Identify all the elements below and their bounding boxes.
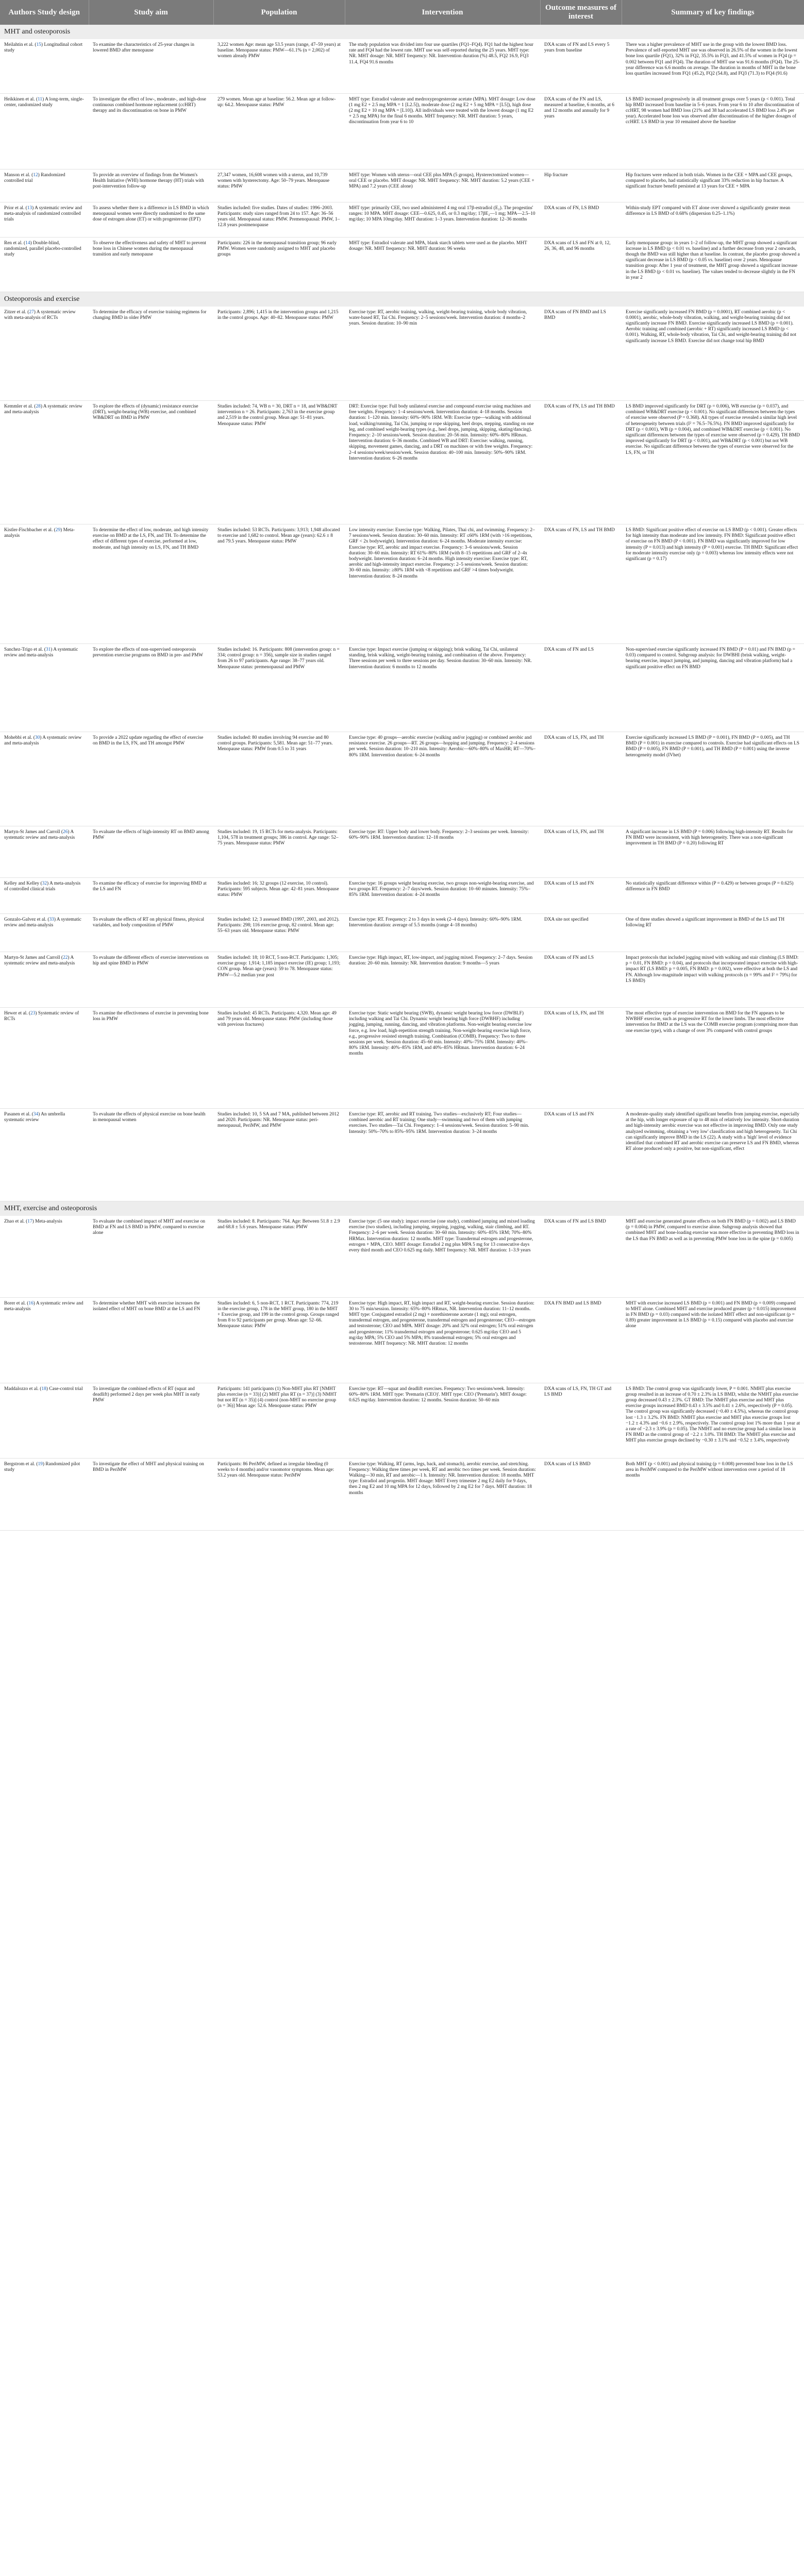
header-outcome: Outcome measures of interest [540, 0, 622, 25]
cell-author [0, 524, 89, 644]
cell-intervention: Exercise type: RT. Frequency: 2 to 3 days in week (2–4 days). Intensity: 60%–90% 1RM. Intervention duration: average of 5.5 months (range 4–18 months) [345, 914, 540, 952]
cell-population: Studies included: 18; 10 RCT, 5 non-RCT. Participants: 1,305; exercise group: 1,914; 1,185 impact exercise (IE) group; 1,193; CON group. Mean age (years): 59 to 78. Menopause status: PMW—5.2 median year post [213, 952, 345, 1008]
cell-findings: One of three studies showed a significant improvement in BMD of the LS and TH following RT [622, 914, 804, 952]
table-row [0, 524, 804, 644]
author-name: Kelley and Kelley ( [4, 881, 42, 886]
study-design: ) A systematic review and meta-analysis [4, 647, 78, 658]
cell-author [0, 826, 89, 878]
study-design: ) Meta-analysis [4, 528, 75, 539]
cell-population: Studies included: five studies. Dates of studies: 1996–2003. Participants: study sizes ranged from 24 to 157. Age: 36–56 years old. Menopausal status: PMW. Premenopausal: PMW, 1–12.8 years postmenopause [213, 202, 345, 237]
author-name: Meilahtin et al. ( [4, 42, 37, 47]
cell-findings: Hip fractures were reduced in both trials. Women in the CEE + MPA and CEE groups, compared to placebo, had statistically significant 33% reduction in hip fracture. A significant fracture benefit persisted at 13 years for CEE + MPA [622, 169, 804, 202]
cell-aim: To explore the effects of (dynamic) resistance exercise (DRT), weight-bearing (WB) exercise, and combined WB&DRT on BMD in PMW [89, 401, 213, 524]
cell-aim: To determine whether MHT with exercise increases the isolated effect of MHT on bone BMD at the LS and FN [89, 1297, 213, 1383]
author-name: Sanchez-Trigo et al. ( [4, 647, 46, 652]
cell-outcome: DXA scans of FN BMD and LS BMD [540, 307, 622, 401]
reference-link[interactable]: 33 [49, 917, 54, 922]
cell-population: Studies included: 74, WB n = 30, DRT n = 18, and WB&DRT intervention n = 26. Participants: 2,763 in the exercise group and 2,519 in the control group. Mean age: 51–81 years. Menopause status: PMW [213, 401, 345, 524]
author-name: Borer et al. ( [4, 1300, 29, 1306]
cell-outcome: Hip fracture [540, 169, 622, 202]
table-body [0, 25, 804, 1530]
section-title: MHT, exercise and osteoporosis [0, 1201, 804, 1216]
reference-link[interactable]: 22 [63, 955, 68, 960]
cell-population: Studies included: 8. Participants: 764. Age: Between 51.8 ± 2.9 and 68.8 ± 5.6 years. Menopause status: PMW [213, 1216, 345, 1297]
table-row [0, 39, 804, 93]
cell-aim: To determine the effect of low, moderate, and high intensity exercise on BMD at the LS, FN, and TH. To determine the effect of different types of exercise, performed at low, moderate, and high intensity on LS, FN, and TH BMD [89, 524, 213, 644]
reference-link[interactable]: 15 [36, 42, 41, 47]
table-row [0, 1109, 804, 1201]
cell-population: Studies included: 12; 3 assessed BMD (1997, 2003, and 2012). Participants: 298; 116 exercise group, 82 control. Mean age: 55–63 years old. Menopause status: PMW [213, 914, 345, 952]
cell-aim: To explore the effects of non-supervised osteoporosis prevention exercise programs on BMD in pre- and PMW [89, 644, 213, 732]
study-design: ) A systematic review and meta-analysis [4, 917, 81, 928]
table-row [0, 644, 804, 732]
study-design: ) A systematic review and meta-analysis [4, 1300, 83, 1312]
header-findings: Summary of key findings [622, 0, 804, 25]
cell-aim: To evaluate the effects of physical exercise on bone health in menopausal women [89, 1109, 213, 1201]
reference-link[interactable]: 16 [28, 1300, 34, 1306]
cell-population: Studies included: 80 studies involving 94 exercise and 80 control groups. Participants: 5,581. Mean age: 51–77 years. Menopause status: PMW from 0.5 to 31 years [213, 732, 345, 826]
author-name: Prior et al. ( [4, 205, 27, 211]
cell-findings: LS BMD increased progressively in all treatment groups over 5 years (p < 0.001). Total hip BMD increased from baseline in 5–6 years. From year 6 to 10 after discontinuation of ccHRT, 98 women had BMD loss (21% and 38 had accelerated LS BMD loss 2.4% per year). Accelerated bone loss was observed after discontinuation of the higher dosages of ccHRT. LS BMD in year 10 remained above the baseline [622, 93, 804, 169]
cell-outcome: DXA scans of LS, FN, TH GT and LS BMD [540, 1383, 622, 1458]
header-aim: Study aim [89, 0, 213, 25]
cell-population: Participants: 86 PeriMW, defined as irregular bleeding (0 weeks to 4 months) and/or vasomotor symptoms. Mean age: 53.2 years old. Menopause status: PeriMW [213, 1458, 345, 1530]
cell-intervention: MHT type: Estradiol valerate and medroxyprogesterone acetate (MPA). MHT dosage: Low dose (1 mg E2 + 2.5 mg MPA = 1 [L2.5]), moderate dose (2 mg E2 + 5 mg MPA = [L5]), high dose (2 mg E2 + 10 mg MPA = [L10]). All individuals were treated with the lowest dosage (1 mg E2 + 2.5 mg MPA) for the final 6 months. MHT frequency: NR. MHT duration: 5 years, discontinuation from year 6 to 10 [345, 93, 540, 169]
study-design: ) A meta-analysis of controlled clinical trials [4, 881, 81, 892]
study-design: ) A systematic review and meta-analysis [4, 829, 75, 841]
cell-outcome: DXA scans of LS and FN at 0, 12, 26, 36, 48, and 96 months [540, 237, 622, 292]
cell-author [0, 93, 89, 169]
cell-aim: To examine the effectiveness of exercise in preventing bone loss in PMW [89, 1008, 213, 1109]
reference-link[interactable]: 11 [38, 96, 43, 102]
cell-aim: To provide an overview of findings from the Women's Health Initiative (WHI) hormone therapy (HT) trials with post-intervention follow-up [89, 169, 213, 202]
cell-population: Studies included: 10, 5 SA and 7 MA, published between 2012 and 2020. Participants: NR. Menopause status: peri-menopausal, PeriMW, and PMW [213, 1109, 345, 1201]
reference-link[interactable]: 30 [35, 735, 40, 740]
cell-author [0, 952, 89, 1008]
table-row [0, 1383, 804, 1458]
cell-aim: To determine the efficacy of exercise training regimens for changing BMD in older PMW [89, 307, 213, 401]
reference-link[interactable]: 29 [55, 528, 61, 533]
cell-findings: Early menopause group: in years 1–2 of follow-up, the MHT group showed a significant increase in LS BMD (p < 0.01 vs. baseline) and a further decrease from year 2 onwards, though the BMD was still higher than at baseline. In contrast, the placebo group showed a significant decrease in LS BMD (p < 0.05 vs. baseline) over 2 years. Menopause transition group: After 1 year of treatment, the MHT group showed a significant increase in the LS BMD (p < 0.01 vs. baseline). The values tended to decrease slightly in the FN in year 2 [622, 237, 804, 292]
cell-outcome: DXA scans of FN, LS BMD [540, 202, 622, 237]
cell-findings: A moderate-quality study identified significant benefits from jumping exercise, especially at the hip, with longer exposure of up to 48 min of relatively low intensity. Short-duration and high-intensity aerobic exercise was not effective in improving BMD. Only one study analyzed swimming, obtaining a 'very low' classification and high heterogeneity. Tai Chi can significantly improve BMD in the LS (22). A study with a 'high' level of evidence identified that combined RT and aerobic exercise can preserve LS and FN BMD, whereas RT alone produced only a positive, but non-significant, effect [622, 1109, 804, 1201]
cell-author [0, 237, 89, 292]
table-row [0, 952, 804, 1008]
cell-findings: No statistically significant difference within (P = 0.429) or between groups (P = 0.625) difference in FN BMD [622, 878, 804, 914]
author-name: Hewer et al. ( [4, 1011, 31, 1016]
section-title: MHT and osteoporosis [0, 25, 804, 39]
header-row [0, 0, 804, 25]
table-row [0, 732, 804, 826]
cell-aim: To observe the effectiveness and safety of MHT to prevent bone loss in Chinese women during the menopausal transition and early menopause [89, 237, 213, 292]
cell-findings: Non-supervised exercise significantly increased FN BMD (P = 0.01) and FN BMD (p = 0.03) compared to control. Subgroup analysis: for DWBHI (brisk walking, weight-bearing exercise, impact jumping, and jumping, dancing and vibration platform) had a significant positive effect on FN BMD [622, 644, 804, 732]
table-row [0, 93, 804, 169]
study-design: ) Systematic review of RCTs [4, 1011, 79, 1022]
cell-outcome: DXA scans of FN and LS [540, 644, 622, 732]
cell-aim: To evaluate the effects of high-intensity RT on BMD among PMW [89, 826, 213, 878]
cell-outcome: DXA scans of FN, LS and TH BMD [540, 401, 622, 524]
cell-findings: Exercise significantly increased LS BMD (P = 0.001), FN BMD (P = 0.005), and TH BMD (P = 0.001) in exercise compared to controls. Exercise had significant effects on LS BMD (P = 0.005), FN BMD (P = 0.001), and TH BMD (P = 0.001) using the inverse heterogeneity model (IVhet) [622, 732, 804, 826]
cell-outcome: DXA scans of LS and FN [540, 878, 622, 914]
section-row [0, 1201, 804, 1216]
cell-author [0, 1458, 89, 1530]
cell-outcome: DXA scans of FN and LS BMD [540, 1216, 622, 1297]
author-name: Ren et al. ( [4, 240, 26, 246]
cell-population: Studies included: 53 RCTs. Participants: 3,913; 1,948 allocated to exercise and 1,682 to control. Mean age (years): 62.6 ± 8 and 79.5 years. Menopause status: PMW [213, 524, 345, 644]
table-row [0, 202, 804, 237]
reference-link[interactable]: 19 [38, 1461, 43, 1467]
study-design: ) A systematic review and meta-analysis [4, 404, 82, 415]
reference-link[interactable]: 26 [63, 829, 68, 835]
cell-aim: To examine the characteristics of 25-year changes in lowered BMD after menopause [89, 39, 213, 93]
cell-population: 27,347 women, 16,608 women with a uterus, and 10,739 women with hysterectomy. Age: 50–79 years. Menopause status: PMW [213, 169, 345, 202]
cell-intervention: Exercise type: High impact, RT, high impact and RT, weight-bearing exercise. Session duration: 30 to 75 min/session. Intensity: 65%–80% HRmax, NR. Intervention duration: 11–12 months. MHT type: Conjugated estradiol (2 mg) + norethisterone acetate (1 mg); oral estrogen, transdermal estrogen, and progesterone, transdermal estrogen and progesterone; CEO—estrogen and testosterone; CEO and MPA. MHT dosage: 20% and 32% oral estrogen; 51% oral estrogen and progesterone; 11% transdermal estrogen and progesterone; 0.625 mg/day CEO and 5 mg/day MPA; 5% CEO and 5% MPA; 8% transdermal estrogen; 5% oral estrogen and testosterone. MHT frequency: NR. MHT duration: 12 months [345, 1297, 540, 1383]
cell-aim: To evaluate the combined impact of MHT and exercise on BMD at FN and LS BMD in PMW, compared to exercise alone [89, 1216, 213, 1297]
cell-findings: The most effective type of exercise intervention on BMD for the FN appears to be NWBHF exercise, such as progressive RT for the lower limbs. The most effective intervention for BMD at the LS was the COMB exercise program (comprising more than one exercise type), with a change of over 3% compared with control groups [622, 1008, 804, 1109]
cell-intervention: Exercise type: RT: Upper body and lower body. Frequency: 2–3 sessions per week. Intensity: 60%–90% 1RM. Intervention duration: 12–18 months [345, 826, 540, 878]
cell-author [0, 169, 89, 202]
header-population: Population [213, 0, 345, 25]
reference-link[interactable]: 31 [45, 647, 51, 652]
author-name: Manson et al. ( [4, 172, 34, 178]
cell-intervention: Exercise type: RT—squat and deadlift exercises. Frequency: Two sessions/week. Intensity: 60%–80% 1RM. MHT type: 'Premarin (CEO)'. MHT type: CEO ('Premarin'). MHT dosage: 0.625 mg/day. Intervention duration: 12 months. Session duration: 50–60 min [345, 1383, 540, 1458]
cell-population: Studies included: 45 RCTs. Participants: 4,320. Mean age: 49 and 79 years old. Menopause status: PMW (including those with previous fractures) [213, 1008, 345, 1109]
reference-link[interactable]: 32 [42, 881, 47, 886]
cell-author [0, 878, 89, 914]
cell-findings: LS BMD: The control group was significantly lower, P = 0.001. NMHT plus exercise group resulted in an increase of 0.70 ± 2.3% in LS BMD, whilst the NMHT plus exercise group decreased 0.43 ± 2.3%. GT BMD: The NMHT plus exercise and MHT plus exercise groups increased BMD 0.43 ± 3.5% and 0.41 ± 2.6%, respectively (P = 0.05). The control group was significantly decreased (−0.40 ± 4.5%), whereas the control group lost −1.3 ± 3.2%. FN BMD: NMHT plus exercise and MHT plus exercise groups lost −1.2 ± 4.3% and −0.6 ± 2.9%, respectively. The control group lost 1% more than 1 year at a rate of −2.3 ± 3.9% (p = 0.05). The NMHT and no exercise group had a similar loss in FN BMD as the control group of −2.2 ± 3.0%. TH BMD: The NMHT plus exercise and MHT plus exercise groups declined by −0.30 ± 3.1% and −0.52 ± 3.4%, respectively [622, 1383, 804, 1458]
cell-findings: Within-study EPT compared with ET alone over showed a significantly greater mean difference in LS BMD of 0.68% (dispersion 0.25–1.1%) [622, 202, 804, 237]
study-design: ) A systematic review with meta-analysis of RCTs [4, 309, 76, 320]
study-design: ) A systematic review and meta-analysis of randomized controlled trials [4, 205, 82, 222]
cell-intervention: MHT type: primarily CEE, two used administered 4 mg oral 17β-estradiol (E₂). The progestins' ranges: 10 MPA. MHT dosage: CEE—0.625, 0.45, or 0.3 mg/day; 17βE₂—1 mg; MPA—2.5–10 mg/day; 10 MPA 10mg/day. MHT duration: 1–3 years. Intervention duration: 12–36 months [345, 202, 540, 237]
cell-author [0, 644, 89, 732]
table-row [0, 307, 804, 401]
cell-author [0, 1109, 89, 1201]
cell-findings: Both MHT (p < 0.001) and physical training (p = 0.008) prevented bone loss in the LS area in PeriMW compared to the PeriMW without intervention over a period of 18 months [622, 1458, 804, 1530]
reference-link[interactable]: 27 [29, 309, 34, 315]
cell-author [0, 307, 89, 401]
cell-findings: There was a higher prevalence of MHT use in the group with the lowest BMD loss. Prevalence of self-reported MHT use was observed in 26.5% of the women in the lowest bone loss quartile (FQ1), 32% in FQ2, 35.5% in FQ3, and 41.5% of women in FQ4 (p = 0.002 between FQ1 and FQ4). The duration of MHT use was 91.6 months (FQ4). The 25-year difference was 6.6 months on average. The duration in months of MHT in the bone loss quartiles increased from FQ1 (45.2), FQ2 (54.8), and FQ3 (71.3) to FQ4 (91.6) [622, 39, 804, 93]
cell-findings: A significant increase in LS BMD (P = 0.006) following high-intensity RT. Results for FN BMD were inconsistent, with high heterogeneity. There was a non-significant improvement in TH BMD (P = 0.20) following RT [622, 826, 804, 878]
author-name: Zitzer et al. ( [4, 309, 29, 315]
cell-outcome: DXA scans of LS, FN, and TH [540, 826, 622, 878]
cell-intervention: Exercise type: Walking, RT (arms, legs, back, and stomach), aerobic exercise, and stretching. Frequency: Walking three times per week, RT and aerobic two times per week. Session duration: Walking—30 min, RT and aerobic—1 h. Intensity: NR. Intervention duration: 18 months. MHT type: Estradiol and progestin. MHT dosage: MHT Every trimester 2 mg E2 daily for 9 days, then 2 mg E2 and 10 mg MPA for 12 days, followed by 2 mg E2 for 7 days. MHT duration: 18 months [345, 1458, 540, 1530]
cell-population: Participants: 141 participants (1) Non-MHT plus RT [NMHT plus exercise (n = 33)] (2) MHT plus RT (n = 37)] (3) NMHT but not RT (n = 35)] (4) control (non-MHT no exercise group (n = 36)] Mean age: 52.6. Menopause status: PMW [213, 1383, 345, 1458]
author-name: Bergstrom et al. ( [4, 1461, 38, 1467]
author-name: Pasanen et al. ( [4, 1112, 34, 1117]
table-row [0, 1008, 804, 1109]
table-row [0, 1216, 804, 1297]
cell-population: Studies included: 19, 15 RCTs for meta-analysis. Participants: 1,104, 578 in treatment groups; 386 in control. Age range: 52–75 years. Menopause status: PMW [213, 826, 345, 878]
cell-outcome: DXA scans of LS, FN, and TH [540, 1008, 622, 1109]
cell-outcome: DXA scans of LS and FN [540, 1109, 622, 1201]
cell-author [0, 914, 89, 952]
cell-aim: To investigate the combined effects of RT (squat and deadlift) performed 2 days per week plus MHT in early PMW [89, 1383, 213, 1458]
reference-link[interactable]: 18 [41, 1386, 46, 1392]
reference-link[interactable]: 14 [25, 240, 30, 246]
cell-author [0, 732, 89, 826]
cell-author [0, 1383, 89, 1458]
cell-findings: MHT with exercise increased LS BMD (p = 0.001) and FN BMD (p = 0.009) compared to MHT alone. Combined MHT and exercise produced greater (p = 0.015) improvement in FN BMD (p = 0.03) compared with the isolated MHT effect and non-significant (p = 0.89) greater improvement in LS BMD (p = 0.15) compared with placebo and exercise alone [622, 1297, 804, 1383]
study-design: ) Case-control trial [46, 1386, 83, 1392]
cell-intervention: Exercise type: (5 one study): impact exercise (one study), combined jumping and mixed loading exercise (two studies), including jumping, stepping, jogging, walking, stair climbing, and RT. Frequency: 2–6 per week. Session duration: 30–60 min. Intensity: 60%–85% 1RM; 70%–80% HRMax. Intervention duration: 12 months. MHT type: Transdermal estrogen and progesterone, estrogen + MPA, CEO. MHT dosage: Estradiol 2 mg plus MPA 5 mg for 13 consecutive days every third month and CEO 0.625 mg daily. MHT frequency: NR. MHT duration: 1–3.9 years [345, 1216, 540, 1297]
study-design: ) A long-term, single-center, randomized study [4, 96, 84, 108]
study-design: ) A systematic review and meta-analysis [4, 735, 82, 747]
header-authors: Authors Study design [0, 0, 89, 25]
author-name: Martyn-St James and Carroll ( [4, 829, 63, 835]
cell-intervention: Exercise type: RT, aerobic and RT training. Two studies—exclusively RT; Four studies—combined aerobic and RT training; One study—swimming and two of them with jumping exercises. Two studies—Tai Chi. Frequency: 1–4 sessions/week. Session duration: 5–90 min. Intensity: 50%–70% to 85%–95% 1RM. Intervention duration: 3–24 months [345, 1109, 540, 1201]
section-row [0, 25, 804, 39]
cell-intervention: Exercise type: High impact, RT, low-impact, and jogging mixed. Frequency: 2–7 days. Session duration: 20–60 min. Intensity: NR. Intervention duration: 9 months—5 years [345, 952, 540, 1008]
cell-intervention: MHT type: Estradiol valerate and MPA, blank starch tablets were used as the placebo. MHT dosage: NR. MHT frequency: NR. MHT duration: 96 weeks [345, 237, 540, 292]
cell-outcome: DXA FN BMD and LS BMD [540, 1297, 622, 1383]
cell-outcome: DXA scans of FN and LS every 5 years from baseline [540, 39, 622, 93]
cell-intervention: DRT: Exercise type: Full body unilateral exercise and compound exercise using machines and free weights. Frequency: 1–4 sessions/week. Intervention duration: 4–18 months. Session duration: 1–120 min. Intensity: 60%–90% 1RM. WB: Exercise type—walking with additional load, walking/running, Tai Chi, jumping or rope skipping, heel drops, stepping, standing on one leg, and combined weight-bearing types (e.g., heel drops, jumping, skipping, skating/dancing). Frequency: 2–10 sessions/week. Session duration: 20–56 min. Intensity: 60%–80% HRmax. Intervention duration: 6–36 months. Combined WB and DRT: Exercise: walking, running, skipping, movement games, dancing, and a DRT on machines or with free weights. Frequency: 2–4 sessions/week/session/week. Session duration: 40–100 min. Intensity: 50%–90% 1RM. Intervention duration: 6–26 months [345, 401, 540, 524]
cell-population: Studies included: 16. Participants: 808 (intervention group: n = 334; control group: n = 356), sample size in studies ranged from 26 to 97 participants. Age range: 38–77 years old. Menopause status: premenopausal and PMW [213, 644, 345, 732]
author-name: Martyn-St James and Carroll ( [4, 955, 63, 960]
author-name: Mohebbi et al. ( [4, 735, 35, 740]
cell-population: Participants: 226 in the menopausal transition group; 96 early PMW. Women were randomly assigned to MHT and placebo groups [213, 237, 345, 292]
reference-link[interactable]: 23 [30, 1011, 36, 1016]
header-intervention: Intervention [345, 0, 540, 25]
reference-link[interactable]: 12 [33, 172, 38, 178]
cell-outcome: DXA scans of FN and LS [540, 952, 622, 1008]
table-row [0, 169, 804, 202]
cell-author [0, 1216, 89, 1297]
cell-intervention: Low intensity exercise: Exercise type: Walking, Pilates, Thai chi, and swimming. Frequency: 2–7 sessions/week. Session duration: 30–60 min. Intensity: RT ≤60% 1RM (with >16 repetitions, GRF < 2x bodyweight). Intervention duration: 6–24 months. Moderate intensity exercise: Exercise type: RT, aerobic and impact exercise. Frequency: 3–6 sessions/week. Session duration: 30–60 min. Intensity: RT 61%–80% 1RM (with 8–15 repetitions and GRF of 2–4x bodyweight. Intervention duration: 6–24 months. High intensity exercise: Exercise type: RT, aerobic and high-intensity impact exercise. Frequency: 2–5 sessions/week. Session duration: 30–60 min. Intensity: ≥80% 1RM with <8 repetitions and GRF >4 times bodyweight. Intervention duration: 8–24 months [345, 524, 540, 644]
reference-link[interactable]: 28 [36, 404, 41, 409]
author-name: Kistler-Fischbacher et al. ( [4, 528, 56, 533]
author-name: Maddalozzo et al. ( [4, 1386, 42, 1392]
cell-author [0, 401, 89, 524]
table-row [0, 914, 804, 952]
study-design: ) Meta-analysis [32, 1219, 62, 1224]
cell-population: 279 women. Mean age at baseline: 56.2. Mean age at follow-up: 64.2. Menopause status: PMW [213, 93, 345, 169]
cell-findings: LS BMD improved significantly for DRT (p = 0.006), WB exercise (p = 0.037), and combined WB&DRT exercise (p < 0.001). No significant differences between the types of exercise were observed (P = 0.368). All types of exercise revealed a similar high level of heterogeneity between trials (I² = 76.5–76.5%). FN BMD improved significantly for DRT (p < 0.001), WB (p = 0.004), and combined WB&DRT exercise (p < 0.001). No significant differences between the types of exercise were observed (p = 0.429). TH BMD improved significantly for DRT (p < 0.001), and WB&DRT (p < 0.001) but not WB exercise. No significant difference between the types of exercise were observed for the LS, FN, or TH [622, 401, 804, 524]
cell-outcome: DXA scans of FN, LS and TH BMD [540, 524, 622, 644]
study-design: ) Randomized controlled trial [4, 172, 65, 183]
cell-findings: Exercise significantly increased FN BMD (p = 0.0001), RT combined aerobic (p < 0.0001), aerobic, whole-body vibration, walking, and weight-bearing training did not significantly increase FN BMD. Exercise significantly increased LS BMD (p = 0.001). Aerobic training and combined (aerobic + RT) significantly increased LS BMD (p < 0.001). Walking, RT, whole-body vibration, Tai Chi, and weight-bearing training did not significantly increase LS BMD. Exercise did not change total hip BMD [622, 307, 804, 401]
table-row [0, 1297, 804, 1383]
cell-aim: To evaluate the effects of RT on physical fitness, physical variables, and body composition of PMW [89, 914, 213, 952]
author-name: Kemmler et al. ( [4, 404, 36, 409]
cell-aim: To investigate the effect of MHT and physical training on BMD in PeriMW [89, 1458, 213, 1530]
cell-outcome: DXA scans of LS, FN, and TH [540, 732, 622, 826]
cell-population: Studies included: 16; 32 groups (12 exercise, 10 control). Participants: 595 subjects. Mean age: 42–81 years. Menopause status: PMW [213, 878, 345, 914]
author-name: Heikkinen et al. ( [4, 96, 38, 102]
cell-intervention: Exercise type: RT, aerobic training, walking, weight-bearing training, whole body vibration, water-based RT, Tai Chi. Frequency: 2–5 sessions/week. Intervention duration: 4 months–2 years. Session duration: 10–90 min [345, 307, 540, 401]
cell-findings: MHT and exercise generated greater effects on both FN BMD (p = 0.002) and LS BMD (p = 0.004) in PMW, compared to exercise alone. Subgroup analysis showed that combined MHT and bone-loading exercise was more effective in preventing BMD loss in the LS than FN BMD as well as in preventing PMW bone loss in the spine (p = 0.005) [622, 1216, 804, 1297]
cell-intervention: Exercise type: Impact exercise (jumping or skipping); brisk walking, Tai Chi, unilateral standing, brisk walking, weight-bearing training, and combination of the above. Frequency: Three sessions per week to three sessions per day. Session duration: 30–60 min. Intensity: NR. Intervention duration: 6 months to 12 months [345, 644, 540, 732]
reference-link[interactable]: 13 [27, 205, 32, 211]
table-row [0, 878, 804, 914]
study-design: ) An umbrella systematic review [4, 1112, 65, 1123]
cell-author [0, 39, 89, 93]
cell-author [0, 1008, 89, 1109]
cell-intervention: Exercise type: Static weight bearing (SWB), dynamic weight bearing low force (DWBLF) including walking and Tai Chi. Dynamic weight bearing high force (DWBHF) including jogging, jumping, running, dancing, and vibration platforms. Non-weight bearing exercise low force, e.g. low load, high-repetition strength training. Non-weight-bearing exercise high force, e.g., progressive resisted strength training. Combination (COMB). Frequency: Two to three sessions per week. Session duration: 45–60 min. Intensity: 40%–75% 1RM. Intensity: 40%–80% 1RM. Intensity: 40%–85% 1RM, and 40%–85% HRmax. Intervention duration: 6–24 months [345, 1008, 540, 1109]
cell-aim: To examine the efficacy of exercise for improving BMD at the LS and FN [89, 878, 213, 914]
cell-population: 3,222 women Age: mean age 53.5 years (range, 47–59 years) at baseline. Menopause status: PMW—61.1% (n = 2,002) of women already PMW [213, 39, 345, 93]
cell-outcome: DXA scans of the FN and LS, measured at baseline, 6 months, at 6 and 12 months and annually for 9 years [540, 93, 622, 169]
reference-link[interactable]: 34 [33, 1112, 39, 1117]
cell-findings: LS BMD: Significant positive effect of exercise on LS BMD (p < 0.001). Greater effects for high intensity than moderate and low intensity. FN BMD: Significant positive effect of exercise on FN BMD (P < 0.001). FN BMD was significantly improved for low intensity (P = 0.013) and high intensity (P = 0.001) exercise. TH BMD: Significant effect for moderate intensity exercise only (p = 0.003) whereas low intensity effects were not significant (p = 0.17) [622, 524, 804, 644]
table-row [0, 401, 804, 524]
study-design: ) A systematic review and meta-analysis [4, 955, 75, 967]
table-row [0, 1458, 804, 1530]
reference-link[interactable]: 17 [27, 1219, 32, 1224]
cell-author [0, 1297, 89, 1383]
table-row [0, 826, 804, 878]
author-name: Gonzalo-Galvez et al. ( [4, 917, 49, 922]
study-design: ) Longitudinal cohort study [4, 42, 83, 54]
cell-population: Participants: 2,896; 1,415 in the intervention groups and 1,215 in the control groups. Age: 40–82. Menopause status: PMW [213, 307, 345, 401]
cell-aim: To assess whether there is a difference in LS BMD in which menopausal women were directly randomized to the same dose of estrogen alone (ET) or with progesterone (EPT) [89, 202, 213, 237]
cell-aim: To investigate the effect of low-, moderate-, and high-dose continuous combined hormone replacement (ccHRT) therapy and its discontinuation on bone in PMW [89, 93, 213, 169]
cell-outcome: DXA scans of LS BMD [540, 1458, 622, 1530]
cell-outcome: DXA site not specified [540, 914, 622, 952]
cell-aim: To provide a 2022 update regarding the effect of exercise on BMD in the LS, FN, and TH amongst PMW [89, 732, 213, 826]
study-design: ) Randomized pilot study [4, 1461, 80, 1472]
section-row [0, 292, 804, 307]
cell-intervention: Exercise type: 16 groups weight bearing exercise, two groups non-weight-bearing exercise, and two groups RT. Frequency: 2–7 days/week. Session duration: 10–60 minutes. Intensity: 75%–85% 1RM. Intervention duration: 4–24 months [345, 878, 540, 914]
cell-aim: To evaluate the different effects of exercise interventions on hip and spine BMD in PMW [89, 952, 213, 1008]
cell-intervention: MHT type: Women with uterus—oral CEE plus MPA (5 groups), Hysterectomized women—oral CEE or placebo. MHT dosage: NR. MHT frequency: NR. MHT duration: 5.2 years (CEE + MPA) and 7.2 years (CEE alone) [345, 169, 540, 202]
author-name: Zhao et al. ( [4, 1219, 28, 1224]
cell-findings: Impact protocols that included jogging mixed with walking and stair climbing (LS BMD: p = 0.01, FN BMD: p = 0.04), and protocols that incorporated impact exercise with high-impact RT (LS BMD: p = 0.005, FN BMD: p = 0.002), were effective at both the LS and FN. Although low-magnitude impact with walking protocols (n = 99% and I² = 79%) for LS BMD) [622, 952, 804, 1008]
study-design: ) Double-blind, randomized, parallel placebo-controlled study [4, 240, 81, 257]
section-title: Osteoporosis and exercise [0, 292, 804, 307]
cell-intervention: Exercise type: 40 groups—aerobic exercise (walking and/or jogging) or combined aerobic and resistance exercise. 26 groups—RT. 26 groups—hopping and jumping. Frequency: 2–4 sessions per week. Session duration: 10–210 min. Intensity: Aerobic—60%–80% of MaxHR; RT—70%–80% 1RM. Intervention duration: 6–24 months [345, 732, 540, 826]
cell-intervention: The study population was divided into four use quartiles (FQ1–FQ4). FQ1 had the highest hour rate and FQ4 had the lowest rate. MHT use was self-reported during the 25 years. MHT type: NR. MHT dosage: NR. MHT frequency: NR. Intervention duration (%) 48.5, FQ2 16.9, FQ3 11.4, FQ4 91.6 months [345, 39, 540, 93]
cell-population: Studies included: 6, 5 non-RCT, 1 RCT. Participants: 774, 219 in the exercise group, 178 in the MHT group, 180 in the MHT + Exercise group, and 199 in the control group. Groups ranged from 8 to 92 participants per group. Mean age: 52–66. Menopause status: PMW [213, 1297, 345, 1383]
cell-author [0, 202, 89, 237]
table-row [0, 237, 804, 292]
